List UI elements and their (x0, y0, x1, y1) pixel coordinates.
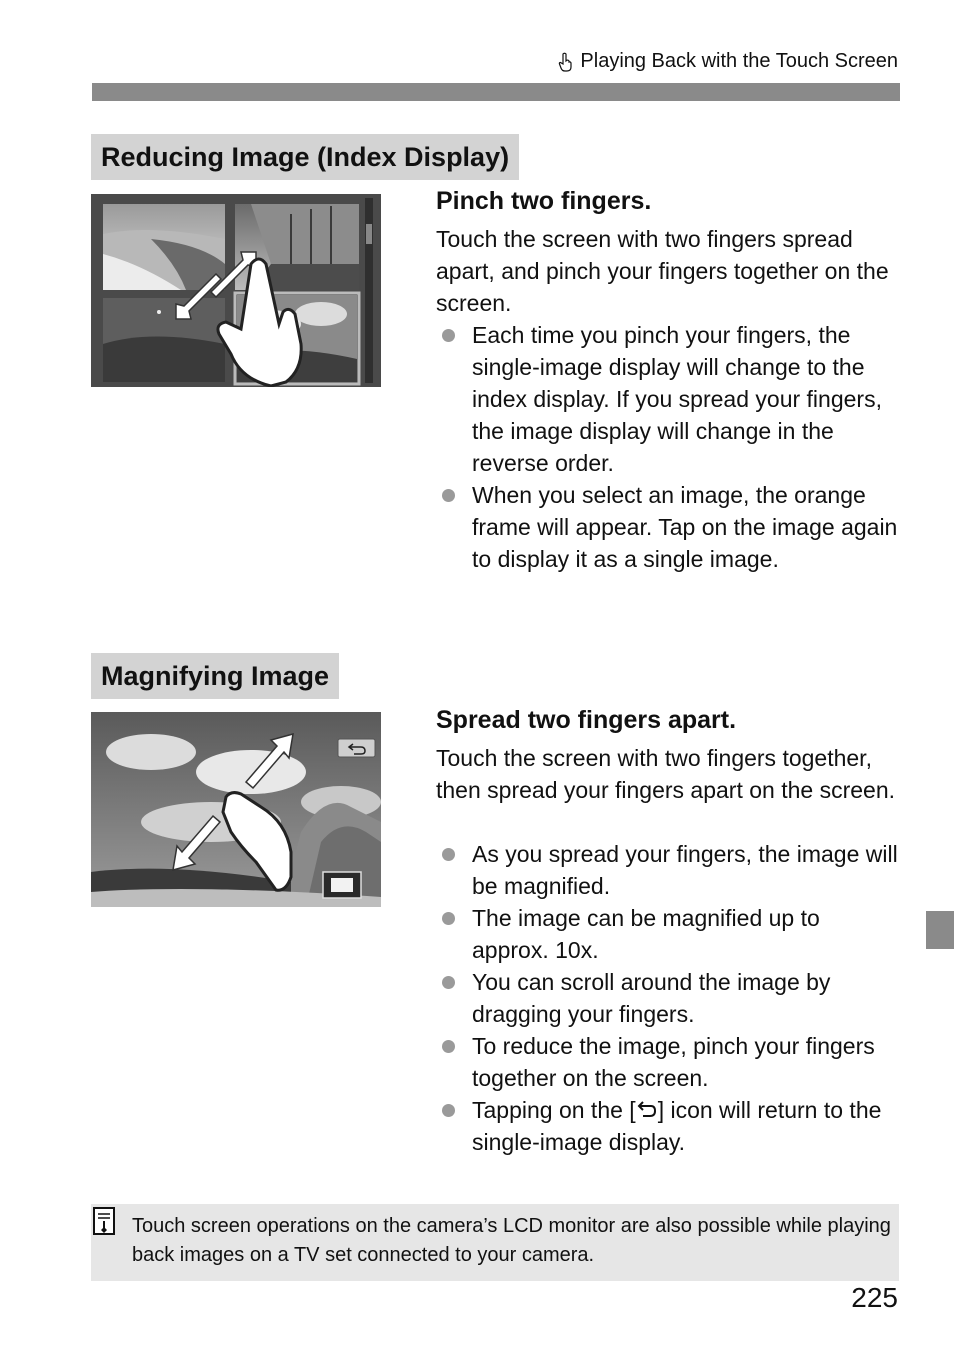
section2-bullets (436, 838, 900, 1158)
list-item: Each time you pinch your fingers, the single-image display will change to the index display. If you spread your fingers, the image display will change in the reverse order. (436, 319, 900, 479)
chapter-tab (926, 911, 954, 949)
list-item (436, 1094, 900, 1158)
index-display-illustration (91, 194, 381, 387)
section2-intro: Touch the screen with two fingers together, then spread your fingers apart on the screen. (436, 745, 896, 803)
list-item: When you select an image, the orange frame will appear. Tap on the image again to display it as a single image. (436, 479, 900, 575)
list-item: As you spread your fingers, the image will be magnified. (436, 838, 900, 902)
magnify-illustration (91, 712, 381, 907)
page-number: 225 (851, 1282, 898, 1313)
bullet-text-after: ] icon will return to the single-image display. (472, 1097, 882, 1155)
touch-hand-icon (558, 52, 574, 72)
bullet-text-before: Tapping on the [ (472, 1097, 636, 1123)
header-rule (92, 83, 900, 101)
list-item: You can scroll around the image by dragging your fingers. (436, 966, 900, 1030)
section-heading-reducing: Reducing Image (Index Display) (91, 134, 519, 180)
running-header (558, 50, 898, 73)
step-title-spread: Spread two fingers apart. (436, 706, 737, 734)
list-item: To reduce the image, pinch your fingers together on the screen. (436, 1030, 900, 1094)
header-title: Playing Back with the Touch Screen (580, 50, 898, 72)
section1-intro: Touch the screen with two fingers spread apart, and pinch your fingers together on the screen. (436, 226, 889, 316)
spread-gesture-image (91, 712, 381, 907)
section1-bullets (436, 319, 900, 575)
return-arrow-icon (636, 1099, 658, 1121)
note-text: Touch screen operations on the camera’s LCD monitor are also possible while playing back images on a TV set connected to your camera. (132, 1215, 891, 1266)
pinch-gesture-image (91, 194, 381, 387)
list-item: The image can be magnified up to approx. 10x. (436, 902, 900, 966)
section-heading-magnifying: Magnifying Image (91, 653, 339, 699)
memo-note-icon (92, 1206, 116, 1236)
step-title-pinch: Pinch two fingers. (436, 187, 652, 215)
